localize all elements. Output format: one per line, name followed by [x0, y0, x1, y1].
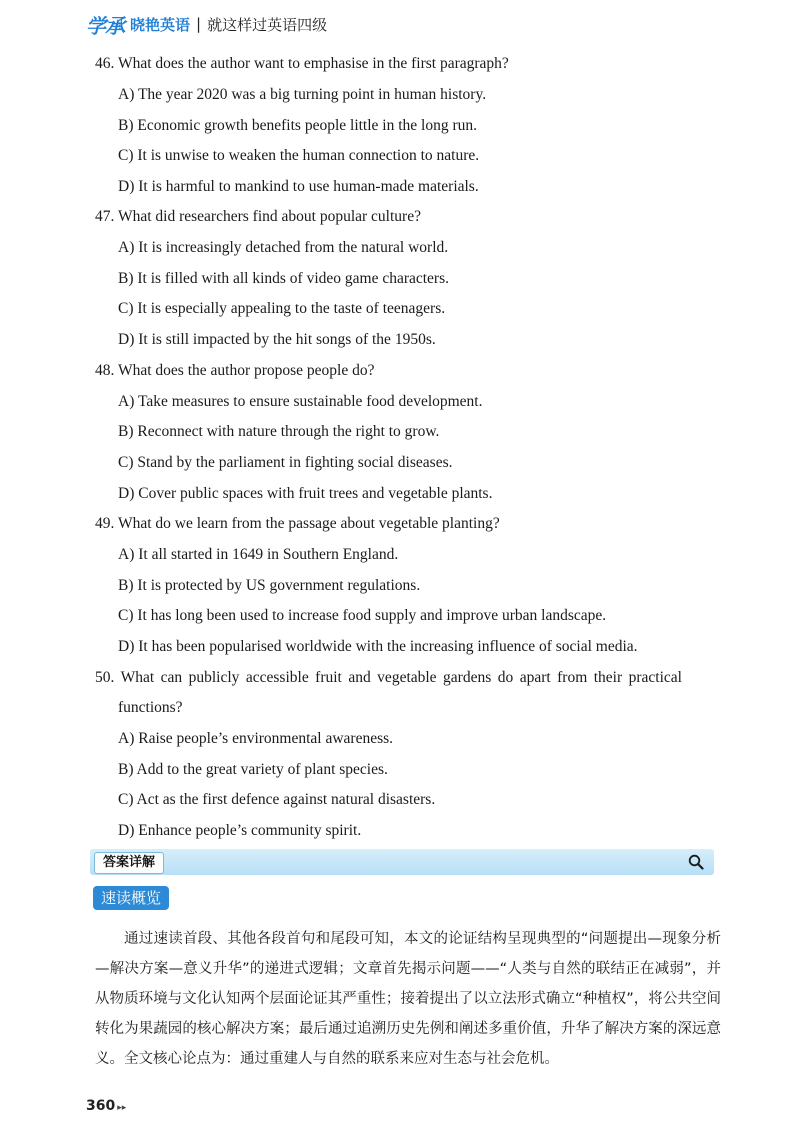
header-slogan: 就这样过英语四级 [207, 15, 328, 34]
question-49-stem: 49. What do we learn from the passage about vegetable planting? [95, 515, 500, 532]
question-46-stem: 46. What does the author want to emphasise in the first paragraph? [95, 55, 509, 72]
question-50-stem: 50. What can publicly accessible fruit and vegetable gardens do apart from their practical [95, 669, 682, 686]
question-48-option-b: B) Reconnect with nature through the right to grow. [118, 423, 440, 440]
question-48-option-c: C) Stand by the parliament in fighting social diseases. [118, 454, 453, 471]
answer-section-label: 答案详解 [94, 852, 164, 874]
question-47-stem: 47. What did researchers find about popular culture? [95, 208, 421, 225]
question-47-option-c: C) It is especially appealing to the taste of teenagers. [118, 300, 446, 317]
question-49-option-c: C) It has long been used to increase food supply and improve urban landscape. [118, 607, 607, 624]
question-49-option-b: B) It is protected by US government regulations. [118, 577, 421, 594]
question-48-option-d: D) Cover public spaces with fruit trees and vegetable plants. [118, 485, 493, 502]
question-49-option-a: A) It all started in 1649 in Southern England. [118, 546, 399, 563]
page-footer [86, 1098, 126, 1114]
page-number: 360 [86, 1098, 116, 1114]
question-46-option-d: D) It is harmful to mankind to use human-made materials. [118, 178, 479, 195]
brand-name: 晓艳英语 [130, 15, 191, 34]
page-header [86, 12, 327, 36]
question-50-option-d: D) Enhance people’s community spirit. [118, 822, 362, 839]
question-49-option-d: D) It has been popularised worldwide with the increasing influence of social media. [118, 638, 638, 655]
question-47-option-b: B) It is filled with all kinds of video game characters. [118, 270, 450, 287]
search-icon [688, 854, 704, 870]
question-48-option-a: A) Take measures to ensure sustainable food development. [118, 393, 483, 410]
header-separator: | [196, 15, 202, 33]
answer-section-bar [90, 849, 714, 875]
overview-paragraph: 通过速读首段、其他各段首句和尾段可知，本文的论证结构呈现典型的“问题提出—现象分析—解决方案—意义升华”的递进式逻辑；文章首先揭示问题——“人类与自然的联结正在减弱”，并从物质环境与文化认知两个层面论证其严重性；接着提出了以立法形式确立“种植权”，将公共空间转化为果蔬园的核心解决方案；最后通过追溯历史先例和阐述多重价值，升华了解决方案的深远意义。全文核心论点为：通过重建人与自然的联系来应对生态与社会危机。 [95, 931, 721, 1067]
question-48-stem: 48. What does the author propose people do? [95, 362, 375, 379]
question-50-option-a: A) Raise people’s environmental awareness. [118, 730, 394, 747]
publisher-logo: 学承 [86, 13, 124, 38]
question-50-option-b: B) Add to the great variety of plant species. [118, 761, 388, 778]
page-arrow-icon: ▸▸ [117, 1103, 127, 1113]
question-50-stem-continued: functions? [118, 699, 183, 716]
question-46-option-c: C) It is unwise to weaken the human connection to nature. [118, 147, 480, 164]
question-46-option-a: A) The year 2020 was a big turning point in human history. [118, 86, 487, 103]
question-47-option-d: D) It is still impacted by the hit songs of the 1950s. [118, 331, 436, 348]
question-46-option-b: B) Economic growth benefits people little in the long run. [118, 117, 478, 134]
question-50-option-c: C) Act as the first defence against natural disasters. [118, 791, 436, 808]
overview-badge: 速读概览 [93, 886, 169, 910]
question-47-option-a: A) It is increasingly detached from the natural world. [118, 239, 449, 256]
